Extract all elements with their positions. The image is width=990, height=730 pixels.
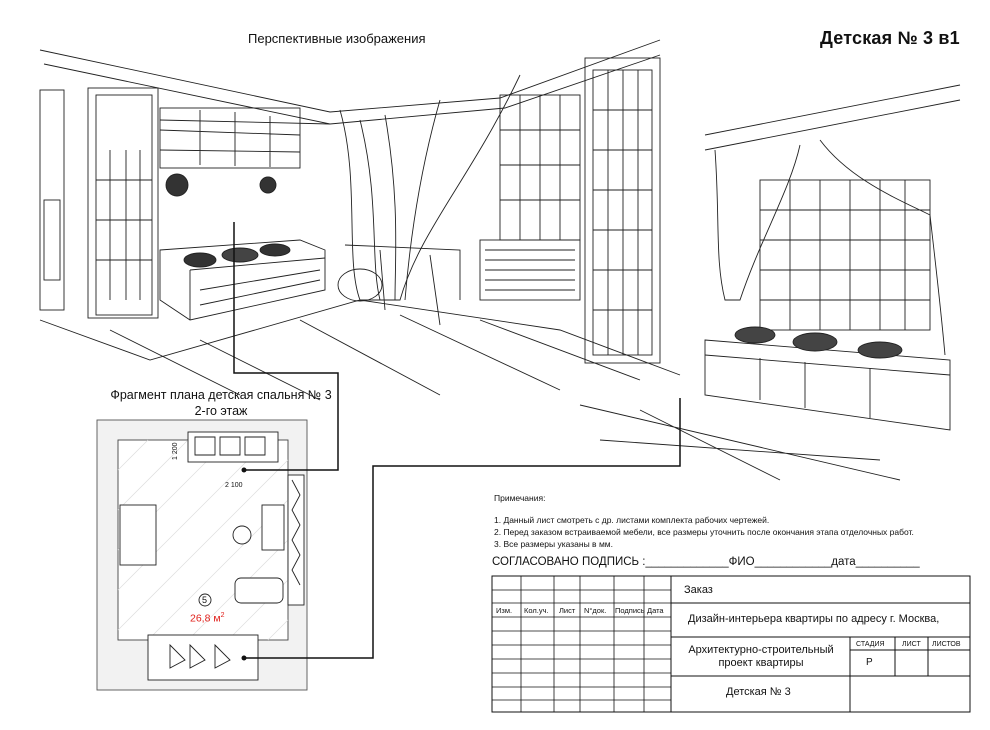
stamp-sheets-label: ЛИСТОВ — [932, 641, 961, 648]
dim-vertical: 1 200 — [172, 442, 179, 460]
room-area-value: 26,8 м — [190, 612, 221, 625]
note-item: 1. Данный лист смотреть с др. листами комплекта рабочих чертежей. — [494, 515, 770, 525]
room-area-sup: 2 — [220, 612, 225, 619]
stamp-header: Изм. — [496, 606, 513, 615]
plan-title-line2: 2-го этаж — [194, 404, 248, 418]
stamp-project-type — [676, 644, 846, 670]
room-number: 5 — [202, 595, 208, 605]
plan-title-line1: Фрагмент плана детская спальня № 3 — [110, 388, 332, 402]
stamp-header: N°док. — [584, 606, 607, 615]
stamp-project-type-line2: проект квартиры — [718, 657, 804, 669]
stamp-stage-label: СТАДИЯ — [856, 641, 885, 648]
stamp-header: Дата — [647, 606, 664, 615]
stamp-project-desc: Дизайн-интерьера квартиры по адресу г. Москва, — [688, 613, 940, 625]
dim-horizontal: 2 100 — [225, 482, 243, 489]
note-item: 3. Все размеры указаны в мм. — [494, 539, 613, 549]
stamp-stage-value: Р — [866, 657, 873, 668]
stamp-header: Лист — [559, 606, 576, 615]
sheet-title: Детская № 3 в1 — [820, 28, 960, 48]
stamp-order-label: Заказ — [684, 584, 713, 596]
stamp-header: Кол.уч. — [524, 606, 549, 615]
stamp-sheet-label: ЛИСТ — [902, 641, 921, 648]
stamp-header: Подпись — [615, 606, 645, 615]
approval-line: СОГЛАСОВАНО ПОДПИСЬ :_____________ФИО____________дата__________ — [492, 556, 920, 568]
notes-heading: Примечания: — [494, 493, 546, 503]
stamp-project-type-line1: Архитектурно-строительный — [688, 644, 834, 656]
stamp-sheet-name: Детская № 3 — [726, 686, 791, 698]
note-item: 2. Перед заказом встраиваемой мебели, все размеры уточнить после окончания этапа отделочных работ. — [494, 527, 914, 537]
perspective-label: Перспективные изображения — [248, 31, 426, 46]
